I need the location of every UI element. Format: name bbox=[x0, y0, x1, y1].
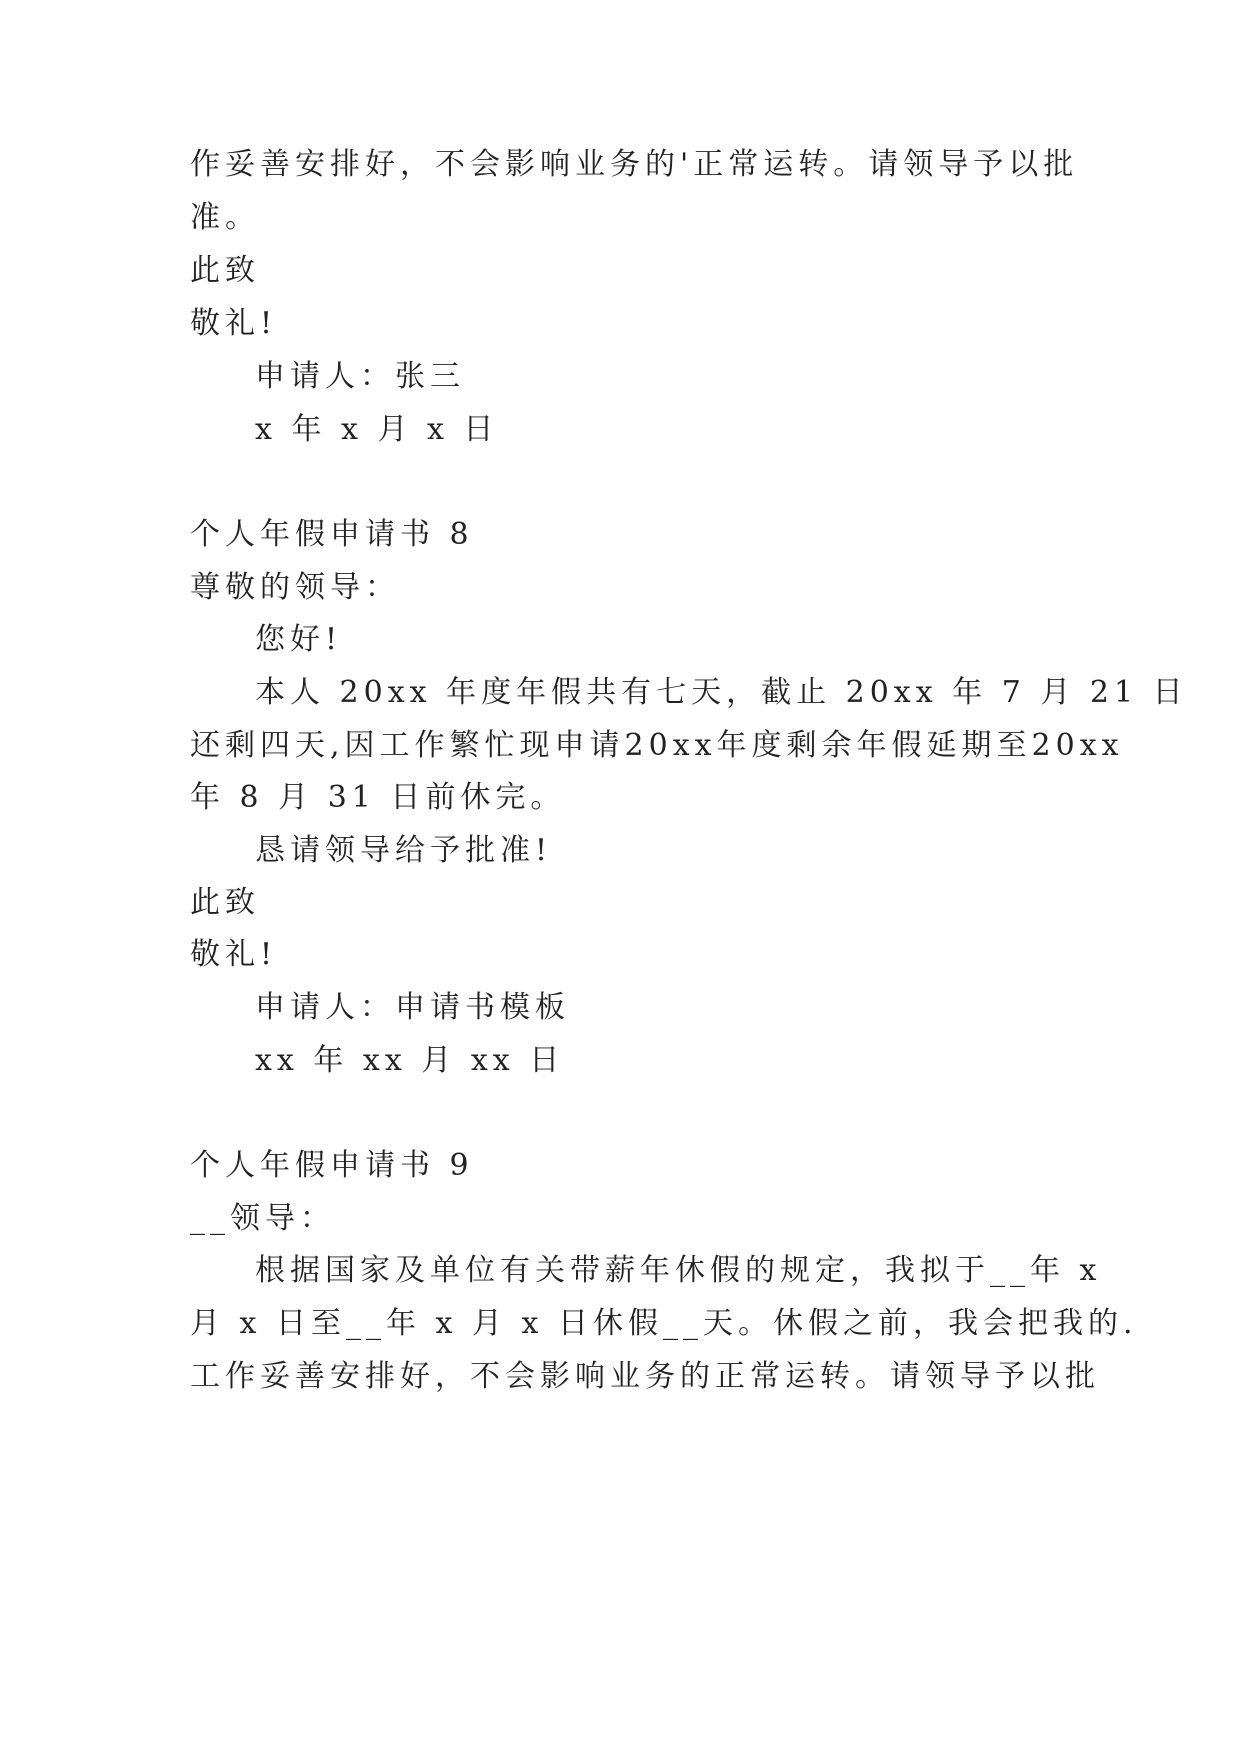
body-paragraph-line: 本人 20xx 年度年假共有七天，截止 20xx 年 7 月 21 日 bbox=[255, 675, 1188, 710]
applicant-signature: 申请人：申请书模板 bbox=[255, 990, 570, 1025]
request-line: 恳请领导给予批准! bbox=[255, 833, 553, 868]
body-paragraph-line: 根据国家及单位有关带薪年休假的规定，我拟于__年 x bbox=[255, 1253, 1102, 1288]
section-title: 个人年假申请书 9 bbox=[190, 1148, 474, 1183]
body-paragraph-line: 月 x 日至__年 x 月 x 日休假__天。休假之前，我会把我的. bbox=[190, 1306, 1138, 1341]
salutation: 尊敬的领导： bbox=[190, 570, 400, 605]
closing-line: 此致 bbox=[190, 253, 260, 288]
closing-line: 此致 bbox=[190, 885, 260, 920]
salutation: __领导： bbox=[190, 1201, 335, 1236]
body-paragraph-line: 作妥善安排好，不会影响业务的'正常运转。请领导予以批 bbox=[190, 147, 1079, 182]
greeting-line: 您好! bbox=[255, 622, 343, 657]
body-paragraph-line: 工作妥善安排好，不会影响业务的正常运转。请领导予以批 bbox=[190, 1359, 1100, 1394]
body-paragraph-line: 年 8 月 31 日前休完。 bbox=[190, 780, 566, 815]
signature-date: x 年 x 月 x 日 bbox=[255, 412, 499, 447]
applicant-signature: 申请人：张三 bbox=[255, 359, 465, 394]
section-title: 个人年假申请书 8 bbox=[190, 517, 474, 552]
closing-salute: 敬礼! bbox=[190, 306, 278, 341]
closing-salute: 敬礼! bbox=[190, 937, 278, 972]
signature-date: xx 年 xx 月 xx 日 bbox=[255, 1043, 565, 1078]
body-paragraph-line: 准。 bbox=[190, 200, 260, 235]
body-paragraph-line: 还剩四天,因工作繁忙现申请20xx年度剩余年假延期至20xx bbox=[190, 728, 1124, 763]
